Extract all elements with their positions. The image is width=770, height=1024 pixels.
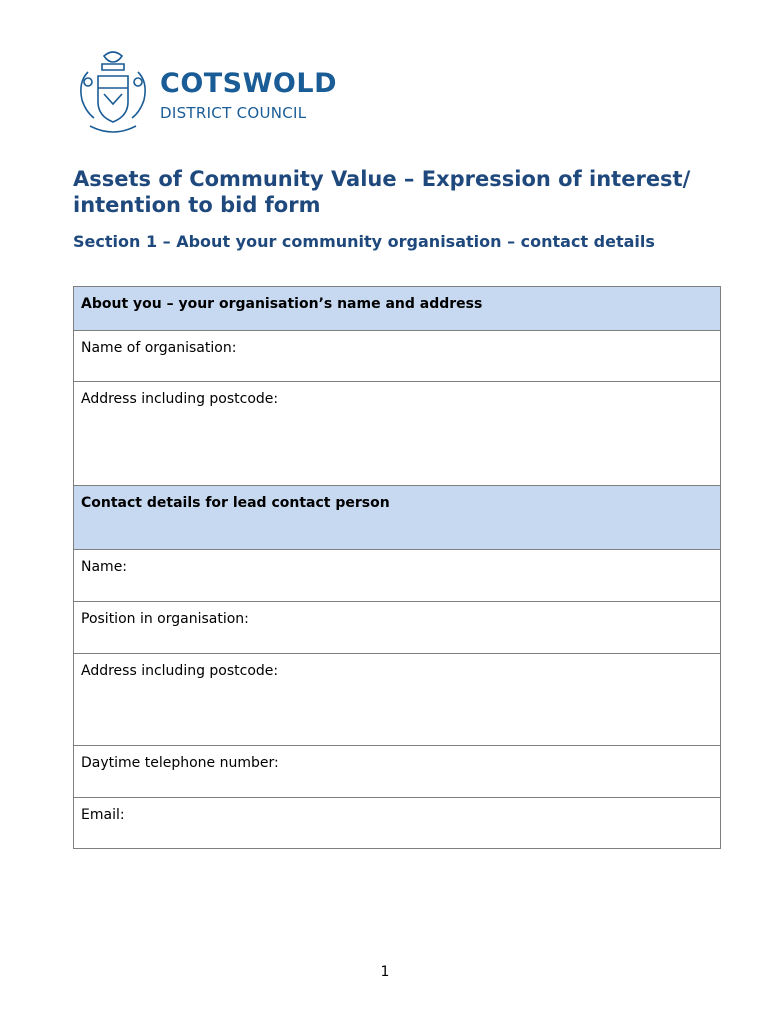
section-heading: Section 1 – About your community organisation – contact details: [73, 232, 655, 251]
form-field-label[interactable]: Name of organisation:: [74, 331, 721, 382]
form-field-label[interactable]: Address including postcode:: [74, 654, 721, 746]
form-row-contact-email[interactable]: [74, 798, 721, 849]
form-row-contact-name[interactable]: [74, 550, 721, 602]
form-section-header-label: Contact details for lead contact person: [74, 486, 721, 550]
council-logo: [74, 48, 354, 138]
form-section-header-contact: [74, 486, 721, 550]
form-row-contact-address[interactable]: [74, 654, 721, 746]
logo-wordmark-line2: DISTRICT COUNCIL: [160, 104, 307, 122]
form-section-header-organisation: [74, 287, 721, 331]
contact-details-form: [73, 286, 721, 849]
form-row-organisation-name[interactable]: [74, 331, 721, 382]
coat-of-arms-icon: [74, 48, 152, 138]
form-field-label[interactable]: Daytime telephone number:: [74, 746, 721, 798]
logo-wordmark-line1: COTSWOLD: [160, 68, 337, 99]
form-field-label[interactable]: Position in organisation:: [74, 602, 721, 654]
form-row-contact-position[interactable]: [74, 602, 721, 654]
form-row-organisation-address[interactable]: [74, 382, 721, 486]
form-section-header-label: About you – your organisation’s name and address: [74, 287, 721, 331]
document-title: Assets of Community Value – Expression of interest/ intention to bid form: [73, 167, 691, 217]
form-field-label[interactable]: Name:: [74, 550, 721, 602]
form-field-label[interactable]: Email:: [74, 798, 721, 849]
form-field-label[interactable]: Address including postcode:: [74, 382, 721, 486]
page-number: 1: [380, 964, 390, 980]
form-row-contact-phone[interactable]: [74, 746, 721, 798]
